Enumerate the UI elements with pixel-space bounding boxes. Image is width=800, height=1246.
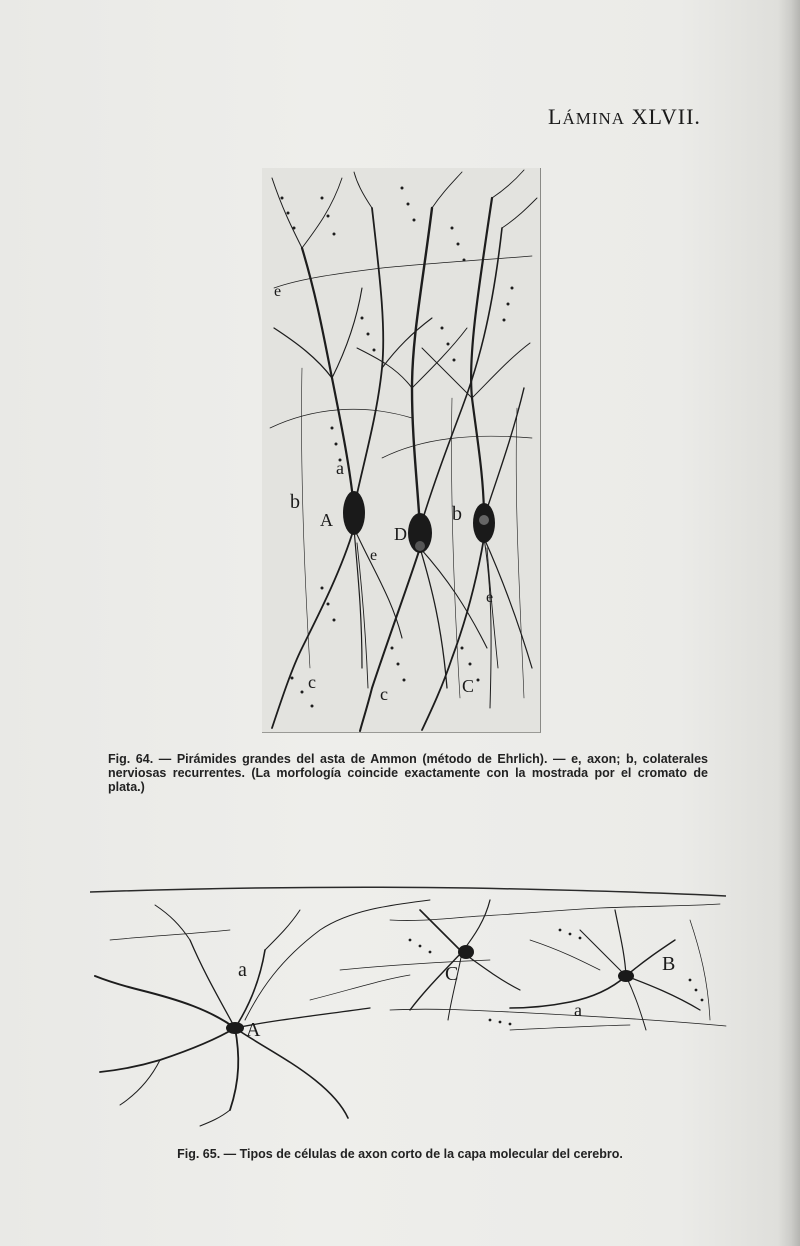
figure-65-illustration <box>90 880 730 1130</box>
fig64-label-e-right: e <box>486 589 494 606</box>
fig64-label-b-right: b <box>452 503 462 525</box>
figure-65-drawing <box>90 880 730 1130</box>
plate-title <box>548 104 701 130</box>
plate-title-initial: L <box>548 104 563 129</box>
fig65-label-A: A <box>246 1019 261 1041</box>
page-spine-shadow <box>778 0 800 1246</box>
plate-title-smallcaps: ÁMINA <box>562 109 626 128</box>
fig65-label-B: B <box>662 953 676 975</box>
fig64-label-b-left: b <box>290 491 300 513</box>
fig65-label-C: C <box>445 963 459 985</box>
figure-64-drawing <box>262 168 540 732</box>
fig64-label-c-right: C <box>462 676 475 696</box>
fig64-label-c-mid: c <box>380 684 388 704</box>
plate-title-numeral: XLVII. <box>631 104 701 129</box>
figure-64-caption: Fig. 64. — Pirámides grandes del asta de Ammon (método de Ehrlich). — e, axon; b, colaterales nerviosas recurrentes. (La morfología coincide exactamente con la mostrada por el cromato de plata.) <box>108 752 708 794</box>
fig64-label-D: D <box>394 524 407 544</box>
fig64-label-a: a <box>336 458 344 478</box>
figure-65-caption: Fig. 65. — Tipos de células de axon corto de la capa molecular del cerebro. <box>177 1147 623 1161</box>
fig64-label-e-left: e <box>370 547 378 564</box>
fig64-label-e-top: e <box>274 283 282 300</box>
fig64-label-c-left: c <box>308 672 316 692</box>
figure-64-illustration <box>262 168 541 733</box>
fig64-label-A: A <box>320 510 333 530</box>
fig65-label-a-left: a <box>238 959 247 981</box>
fig65-label-a-right: a <box>574 1000 582 1020</box>
